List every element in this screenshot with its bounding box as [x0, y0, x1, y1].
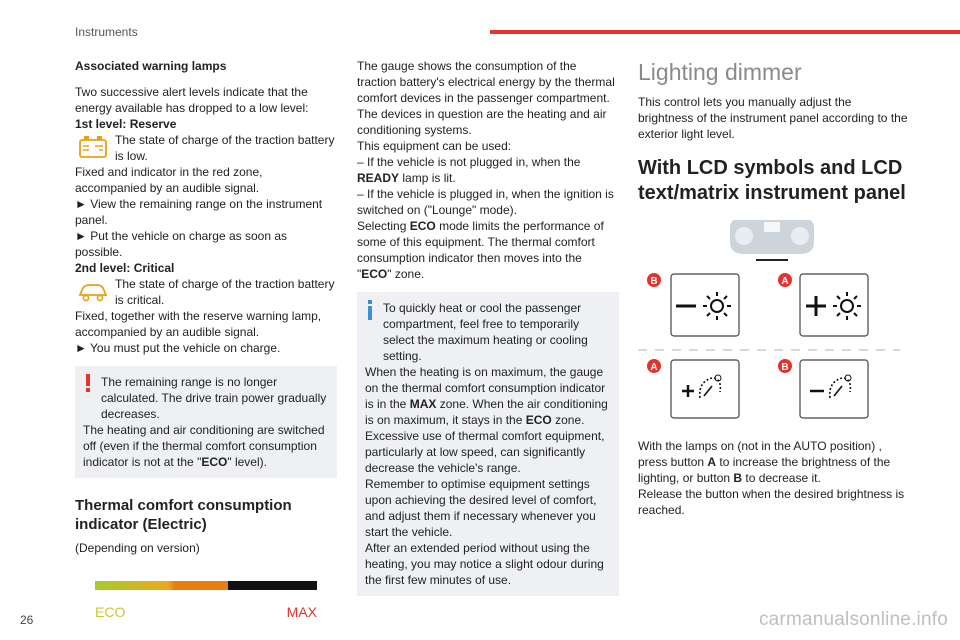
watermark: carmanualsonline.info	[758, 609, 948, 630]
level2-desc: The state of charge of the traction battery is critical.	[115, 277, 335, 307]
info-odour: After an extended period without using the heating, you may notice a slight odour during the first few minutes of use.	[365, 541, 604, 587]
level1-title: 1st level: Reserve	[75, 117, 177, 131]
level1-step2: ► Put the vehicle on charge as soon as possible.	[75, 229, 288, 259]
info-max-bold2: ECO	[525, 413, 552, 427]
usage-not-plugged-b: lamp is lit.	[402, 171, 456, 185]
badge-a-bottom: A	[650, 362, 658, 373]
warning-exclamation-icon	[84, 374, 94, 396]
info-optimise: Remember to optimise equipment settings upon achieving the desired level of comfort, and adjust them if necessary whenever you start the vehicle.	[365, 477, 597, 539]
info-max	[365, 364, 611, 428]
warning-second	[83, 422, 329, 470]
column-3	[638, 58, 908, 518]
eco-mode-a: Selecting	[357, 219, 407, 233]
dimmer-release: Release the button when the desired brightness is reached.	[638, 487, 905, 517]
info-max-b: zone. When the air conditioning is on maximum, it stays in the	[365, 397, 608, 427]
gauge-bar	[95, 581, 317, 590]
badge-a-top: A	[781, 276, 789, 287]
info-max-a: When the heating is on maximum, the gauge on the thermal comfort consumption indicator is in the	[365, 365, 606, 411]
info-quick: To quickly heat or cool the passenger compartment, feel free to temporarily select the maximum heating or cooling setting.	[383, 301, 588, 363]
eco-mode-bold: ECO	[409, 219, 436, 233]
button-b-top	[671, 274, 739, 336]
thermal-indicator-title: Thermal comfort consumption indicator (Electric)	[75, 497, 292, 533]
warning-note	[75, 366, 337, 478]
usage-not-plugged	[357, 154, 619, 186]
badge-b-top: B	[650, 276, 658, 287]
devices-desc: The devices in question are the heating and air conditioning systems.	[357, 107, 607, 137]
dimmer-button-a-bold: A	[707, 455, 717, 469]
button-a-top	[800, 274, 868, 336]
info-max-c: zone.	[555, 413, 585, 427]
warning-second-b: " level).	[227, 455, 267, 469]
ready-bold: READY	[357, 171, 400, 185]
gauge-desc: The gauge shows the consumption of the traction battery's electrical energy by the thermal comfort devices in the passenger compartment.	[357, 59, 615, 105]
intro-text: Two successive alert levels indicate that the energy available has dropped to a low level:	[75, 85, 309, 115]
reserve-lamp-row	[75, 132, 337, 164]
level1-text: Fixed and indicator in the red zone, accompanied by an audible signal.	[75, 165, 263, 195]
gauge-eco-label: ECO	[95, 604, 126, 620]
thermal-gauge	[95, 578, 317, 620]
dimmer-intro: This control lets you manually adjust the brightness of the instrument panel according to the exterior light level.	[638, 95, 908, 141]
usage-plugged: – If the vehicle is plugged in, when the ignition is switched on ("Lounge" mode).	[357, 187, 614, 217]
lcd-panel-title: With LCD symbols and LCD text/matrix instrument panel	[638, 157, 906, 204]
lighting-dimmer-title: Lighting dimmer	[638, 59, 802, 85]
dimmer-instruction-b: to increase the brightness of the lighting, or button	[638, 455, 891, 485]
warning-lamps-title: Associated warning lamps	[75, 59, 227, 73]
warning-second-bold: ECO	[201, 455, 228, 469]
button-b-bottom	[800, 360, 868, 418]
usage-intro: This equipment can be used:	[357, 139, 512, 153]
info-excessive: Excessive use of thermal comfort equipment, particularly at low speed, can significantly decrease the vehicle's range.	[365, 429, 605, 475]
column-1	[75, 58, 337, 620]
header-accent-bar	[490, 30, 960, 34]
critical-lamp-row	[75, 276, 337, 308]
eco-mode-b: mode limits the performance of some of this equipment. The thermal comfort consumption indicator then moves into the "	[357, 219, 604, 281]
car-critical-icon	[75, 276, 111, 306]
warning-second-a: The heating and air conditioning are switched off (even if the thermal comfort consumption indicator is not at the "	[83, 423, 325, 469]
eco-mode-desc	[357, 218, 619, 282]
section-label: Instruments	[75, 25, 138, 39]
dimmer-diagram-graphic	[638, 220, 908, 420]
level2-step: ► You must put the vehicle on charge.	[75, 341, 281, 355]
instrument-panel-icon	[730, 220, 814, 260]
page-number: 26	[20, 613, 34, 627]
dimmer-instruction	[638, 438, 908, 486]
level1-step1: ► View the remaining range on the instrument panel.	[75, 197, 323, 227]
usage-not-plugged-a: – If the vehicle is not plugged in, when the	[357, 155, 581, 169]
level1-desc: The state of charge of the traction battery is low.	[115, 133, 335, 163]
info-icon	[366, 300, 376, 324]
battery-reserve-icon	[75, 132, 111, 162]
eco-mode-c: " zone.	[387, 267, 425, 281]
version-note: (Depending on version)	[75, 541, 200, 555]
eco-mode-bold2: ECO	[361, 267, 388, 281]
column-2	[357, 58, 619, 596]
warning-first: The remaining range is no longer calculated. The drive train power gradually decreases.	[101, 375, 327, 421]
dimmer-instruction-a: With the lamps on (not in the AUTO position) , press button	[638, 439, 882, 469]
badge-b-bottom: B	[781, 362, 789, 373]
gauge-max-label: MAX	[286, 604, 317, 620]
button-a-bottom	[671, 360, 739, 418]
dimmer-button-b-bold: B	[733, 471, 743, 485]
level2-title: 2nd level: Critical	[75, 261, 175, 275]
dimmer-instruction-c: to decrease it.	[745, 471, 821, 485]
level2-text: Fixed, together with the reserve warning lamp, accompanied by an audible signal.	[75, 309, 322, 339]
dimmer-button-diagram	[638, 220, 908, 420]
info-max-bold: MAX	[409, 397, 437, 411]
info-note	[357, 292, 619, 596]
